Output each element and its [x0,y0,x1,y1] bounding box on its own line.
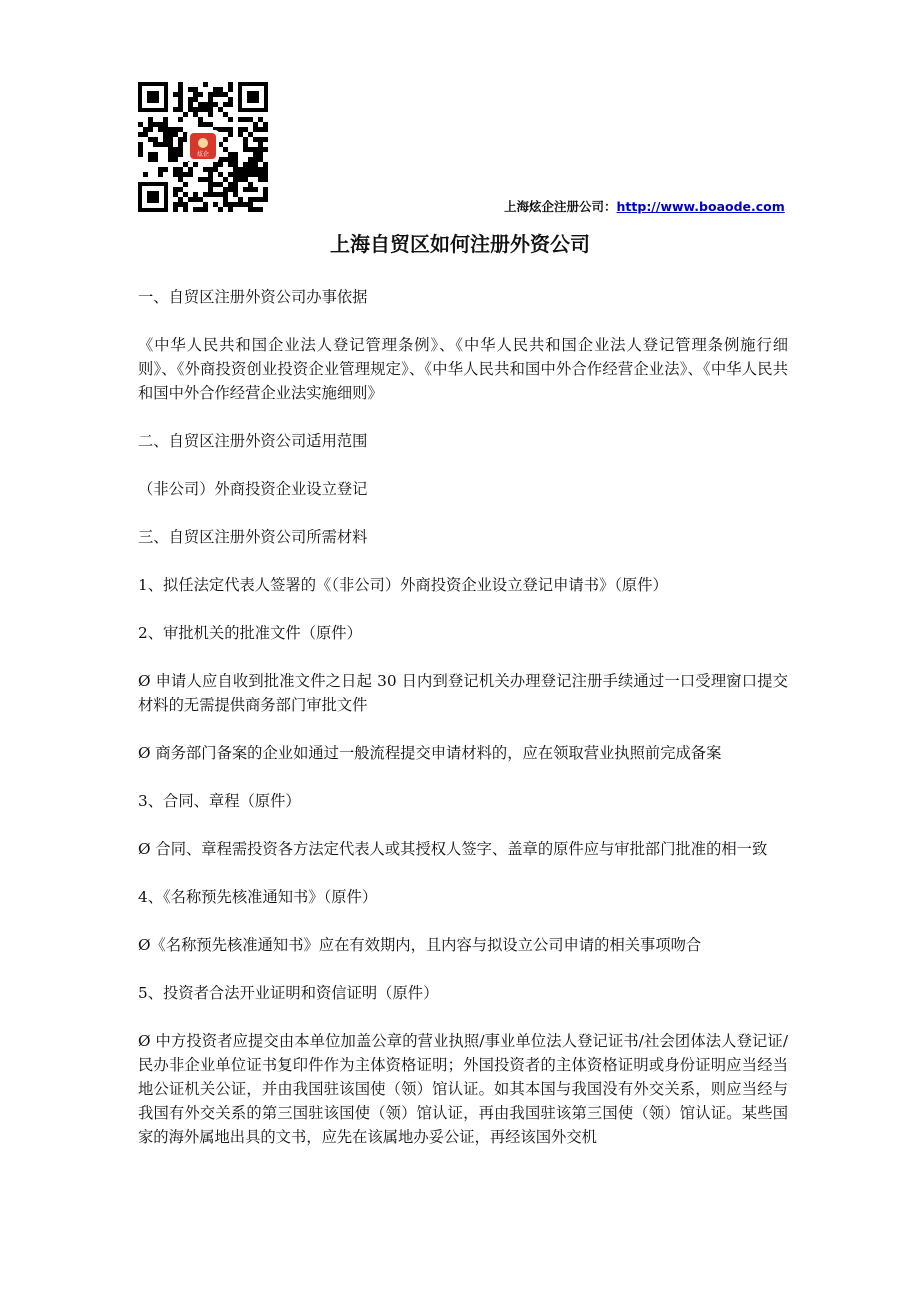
paragraph: 《中华人民共和国企业法人登记管理条例》、《中华人民共和国企业法人登记管理条例施行细则》、《外商投资创业投资企业管理规定》、《中华人民共和国中外合作经营企业法》、《中华人民共和国中外合作经营企业法实施细则》 [138,336,788,402]
paragraph: 5、投资者合法开业证明和资信证明（原件） [138,984,439,1002]
qr-logo-text: 炫企 [196,151,210,158]
paragraph: 4、《名称预先核准通知书》（原件） [138,888,378,906]
paragraph: Ø 中方投资者应提交由本单位加盖公章的营业执照/事业单位法人登记证书/社会团体法人登记证/民办非企业单位证书复印件作为主体资格证明；外国投资者的主体资格证明或身份证明应当经当地公证机关公证，并由我国驻该国使（领）馆认证。如其本国与我国没有外交关系，则应当经与我国有外交关系的第三国驻该国使（领）馆认证，再由我国驻该第三国使（领）馆认证。某些国家的海外属地出具的文书，应先在该属地办妥公证，再经该国外交机 [138,1032,788,1146]
paragraph: （非公司）外商投资企业设立登记 [138,480,368,498]
header-company-line [504,197,785,215]
paragraph: 2、审批机关的批准文件（原件） [138,624,362,642]
paragraph: Ø 申请人应自收到批准文件之日起 30 日内到登记机关办理登记注册手续通过一口受理窗口提交材料的无需提供商务部门审批文件 [138,672,788,714]
company-label: 上海炫企注册公司： [504,199,617,214]
paragraph: Ø《名称预先核准通知书》应在有效期内，且内容与拟设立公司申请的相关事项吻合 [138,936,702,954]
company-url-link[interactable]: http://www.boaode.com [616,199,785,214]
qr-code [138,82,268,212]
paragraph: Ø 商务部门备案的企业如通过一般流程提交申请材料的，应在领取营业执照前完成备案 [138,744,722,762]
paragraph: 3、合同、章程（原件） [138,792,301,810]
paragraph: 二、自贸区注册外资公司适用范围 [138,432,368,450]
paragraph: Ø 合同、章程需投资各方法定代表人或其授权人签字、盖章的原件应与审批部门批准的相一致 [138,840,768,858]
paragraph: 一、自贸区注册外资公司办事依据 [138,288,368,306]
document-title: 上海自贸区如何注册外资公司 [330,232,590,256]
paragraph: 三、自贸区注册外资公司所需材料 [138,528,368,546]
paragraph: 1、拟任法定代表人签署的《（非公司）外商投资企业设立登记申请书》（原件） [138,576,668,594]
document-body [138,285,788,1173]
